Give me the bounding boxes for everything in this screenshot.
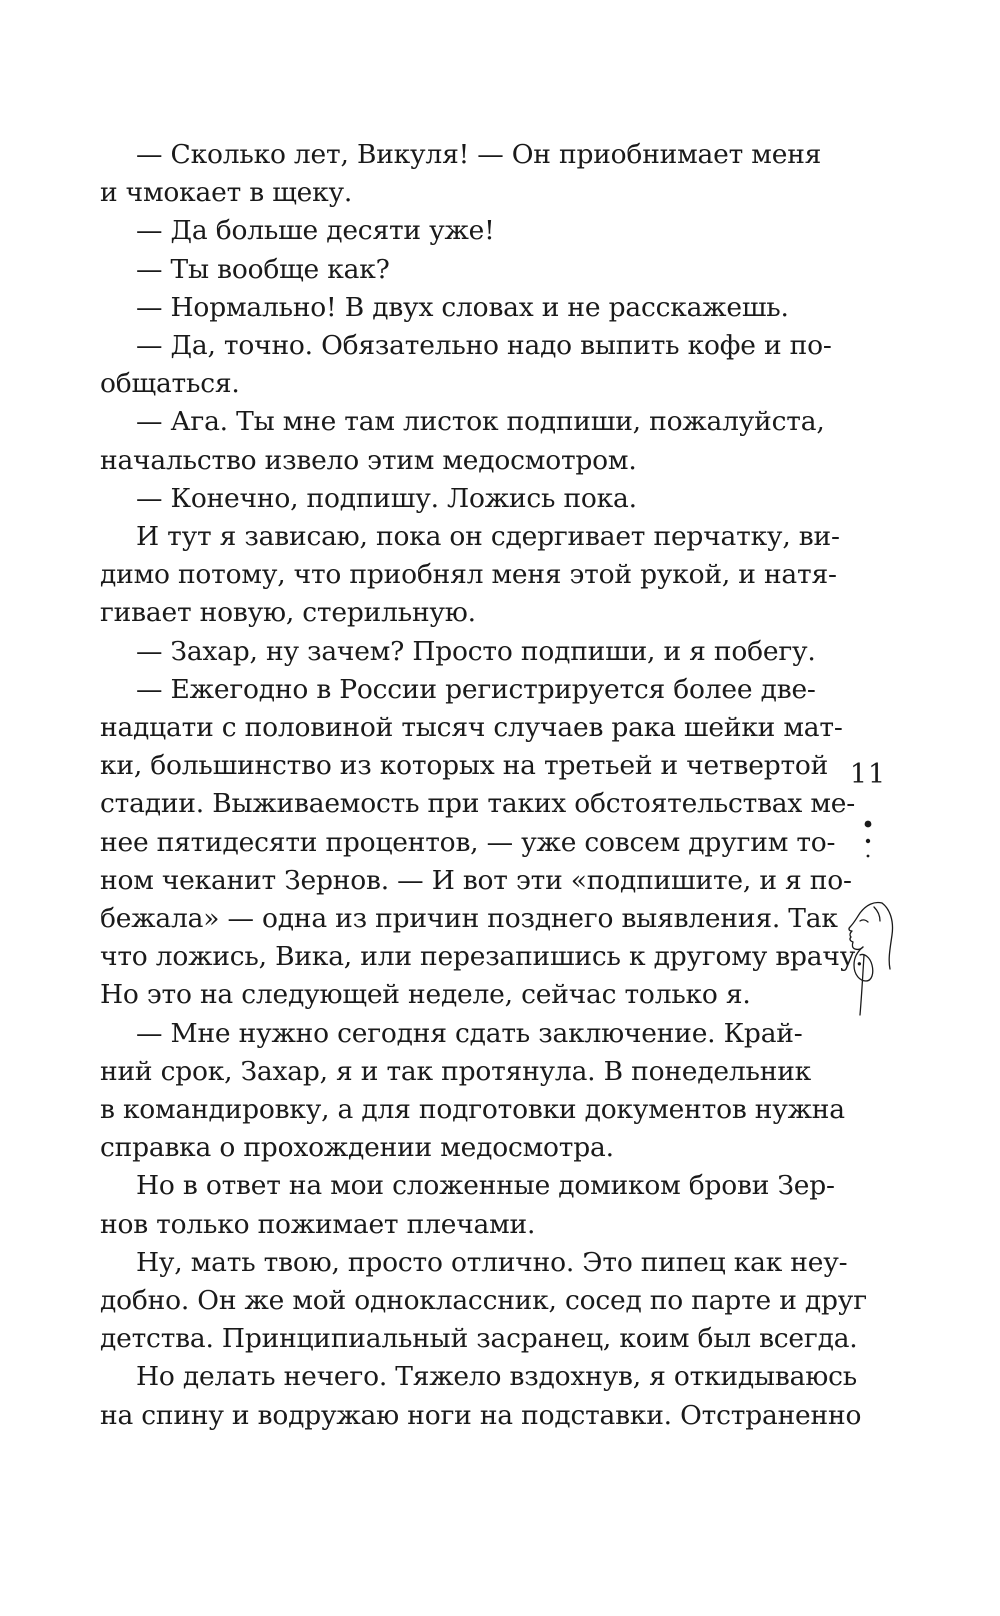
text-line: ний срок, Захар, я и так протянула. В понедельник (100, 1055, 812, 1087)
text-line: — Ты вообще как? (136, 253, 390, 285)
text-line: начальство извело этим медосмотром. (100, 444, 637, 476)
text-line: — Да больше десяти уже! (136, 215, 495, 247)
text-line: ки, большинство из которых на третьей и четвертой (100, 750, 829, 782)
text-line: — Сколько лет, Викуля! — Он приобнимает меня (136, 139, 822, 170)
text-line: — Нормально! В двух словах и не расскажешь. (136, 291, 789, 323)
text-line: — Конечно, подпишу. Ложись пока. (136, 482, 637, 514)
text-line: надцати с половиной тысяч случаев рака шейки мат- (100, 712, 843, 743)
text-line: И тут я зависаю, пока он сдергивает перчатку, ви- (136, 521, 840, 552)
text-line: Но в ответ на мои сложенные домиком брови Зер- (136, 1170, 835, 1202)
page-number: 11 (849, 759, 887, 790)
text-line: — Захар, ну зачем? Просто подпиши, и я побегу. (136, 635, 816, 667)
text-line: — Да, точно. Обязательно надо выпить кофе и по- (136, 330, 832, 361)
text-line: добно. Он же мой одноклассник, сосед по парте и друг (100, 1285, 867, 1316)
text-line: гивает новую, стерильную. (100, 597, 476, 629)
text-line: стадии. Выживаемость при таких обстоятельствах ме- (100, 788, 856, 820)
decorative-dots-icon (858, 818, 878, 868)
text-line: нее пятидесяти процентов, — уже совсем другим то- (100, 826, 836, 858)
text-line: бежала» — одна из причин позднего выявления. Так (100, 903, 838, 934)
text-line: Но это на следующей неделе, сейчас только я. (100, 979, 751, 1011)
text-line: — Ага. Ты мне там листок подпиши, пожалуйста, (136, 406, 825, 438)
text-line: общаться. (100, 368, 240, 400)
text-line: на спину и водружаю ноги на подставки. Отстраненно (100, 1399, 862, 1431)
text-line: справка о прохождении медосмотра. (100, 1132, 614, 1164)
text-line: что ложись, Вика, или перезапишись к другому врачу. (100, 941, 864, 973)
text-line: ном чеканит Зернов. — И вот эти «подпишите, и я по- (100, 864, 852, 896)
text-line: димо потому, что приобнял меня этой рукой, и натя- (100, 559, 837, 591)
text-line: Но делать нечего. Тяжело вздохнув, я откидываюсь (136, 1361, 857, 1393)
text-line: нов только пожимает плечами. (100, 1208, 536, 1240)
text-line: — Ежегодно в России регистрируется более две- (136, 673, 816, 705)
text-line: и чмокает в щеку. (100, 177, 353, 209)
text-line: — Мне нужно сегодня сдать заключение. Край- (136, 1017, 803, 1049)
face-line-art-icon (830, 895, 900, 1020)
text-line: детства. Принципиальный засранец, коим был всегда. (100, 1323, 858, 1355)
text-line: Ну, мать твою, просто отлично. Это пипец как неу- (136, 1246, 848, 1278)
text-line: в командировку, а для подготовки документов нужна (100, 1094, 845, 1125)
